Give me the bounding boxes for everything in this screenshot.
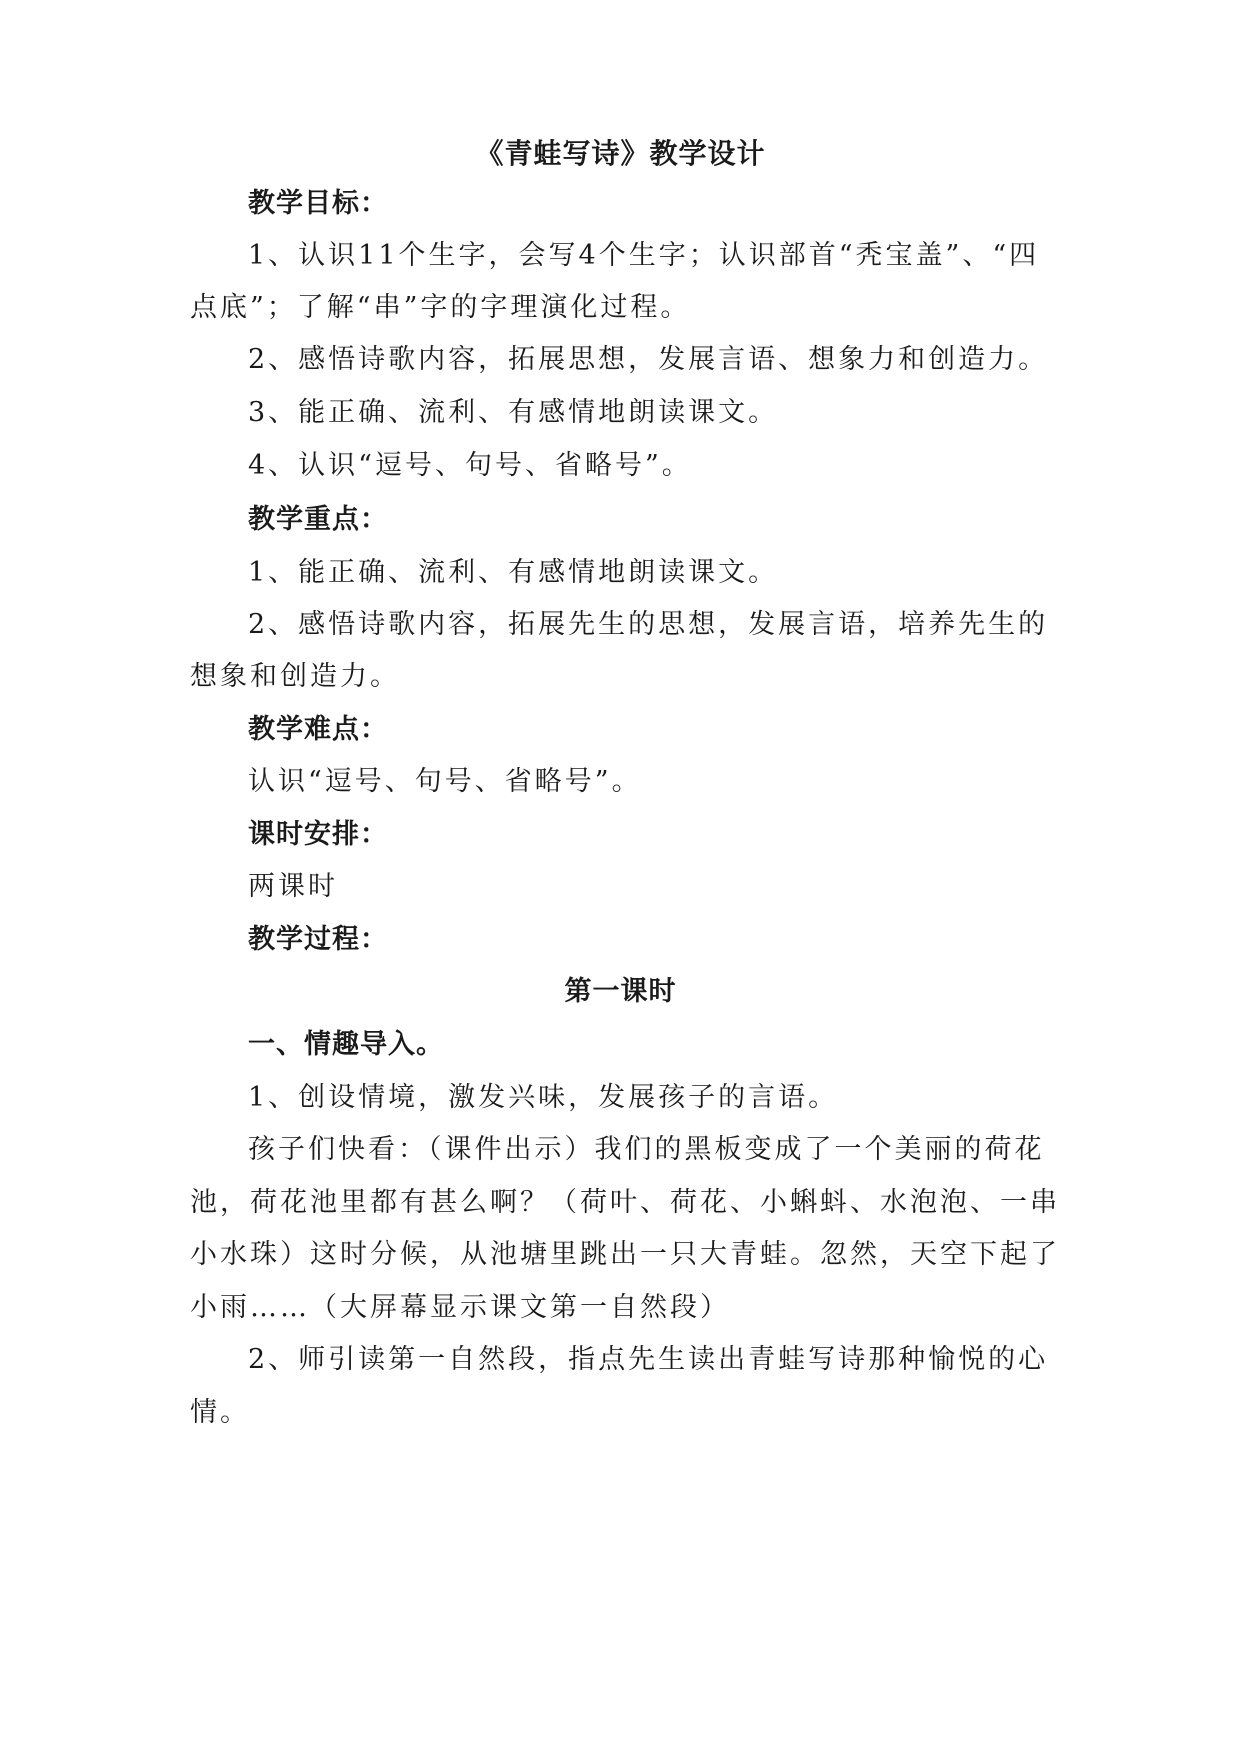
key-point-2-line-2: 想象和创造力。	[190, 661, 400, 692]
schedule-text: 两课时	[248, 871, 338, 902]
key-point-1: 1、能正确、流利、有感情地朗读课文。	[248, 557, 779, 588]
process-heading: 教学过程：	[248, 924, 388, 955]
paragraph-line-4: 小雨……（大屏幕显示课文第一自然段）	[190, 1292, 730, 1323]
key-point-2-line-1: 2、感悟诗歌内容，拓展先生的思想，发展言语，培养先生的	[248, 609, 1049, 640]
objectives-heading: 教学目标：	[248, 188, 388, 219]
objective-2: 2、感悟诗歌内容，拓展思想，发展言语、想象力和创造力。	[248, 344, 1049, 375]
step-2-line-2: 情。	[190, 1397, 250, 1428]
objective-4: 4、认识“逗号、句号、省略号”。	[248, 450, 692, 481]
step-2-line-1: 2、师引读第一自然段，指点先生读出青蛙写诗那种愉悦的心	[248, 1344, 1049, 1375]
objective-1-line-1: 1、认识11个生字，会写4个生字；认识部首“秃宝盖”、“四	[248, 240, 1040, 271]
step-1: 1、创设情境，激发兴味，发展孩子的言语。	[248, 1082, 839, 1113]
lesson-title: 第一课时	[564, 976, 677, 1007]
document-title: 《青蛙写诗》教学设计	[475, 137, 766, 170]
paragraph-line-1: 孩子们快看：（课件出示）我们的黑板变成了一个美丽的荷花	[248, 1134, 1045, 1165]
key-points-heading: 教学重点：	[248, 504, 388, 535]
objective-3: 3、能正确、流利、有感情地朗读课文。	[248, 397, 779, 428]
difficulties-heading: 教学难点：	[248, 714, 388, 745]
paragraph-line-3: 小水珠）这时分候，从池塘里跳出一只大青蛙。忽然，天空下起了	[190, 1239, 1060, 1270]
paragraph-line-2: 池，荷花池里都有甚么啊？（荷叶、荷花、小蝌蚪、水泡泡、一串	[190, 1187, 1060, 1218]
section-1-heading: 一、情趣导入。	[248, 1029, 444, 1060]
objective-1-line-2: 点底”；了解“串”字的字理演化过程。	[190, 292, 691, 323]
difficulties-text: 认识“逗号、句号、省略号”。	[248, 766, 642, 797]
schedule-heading: 课时安排：	[248, 819, 388, 850]
